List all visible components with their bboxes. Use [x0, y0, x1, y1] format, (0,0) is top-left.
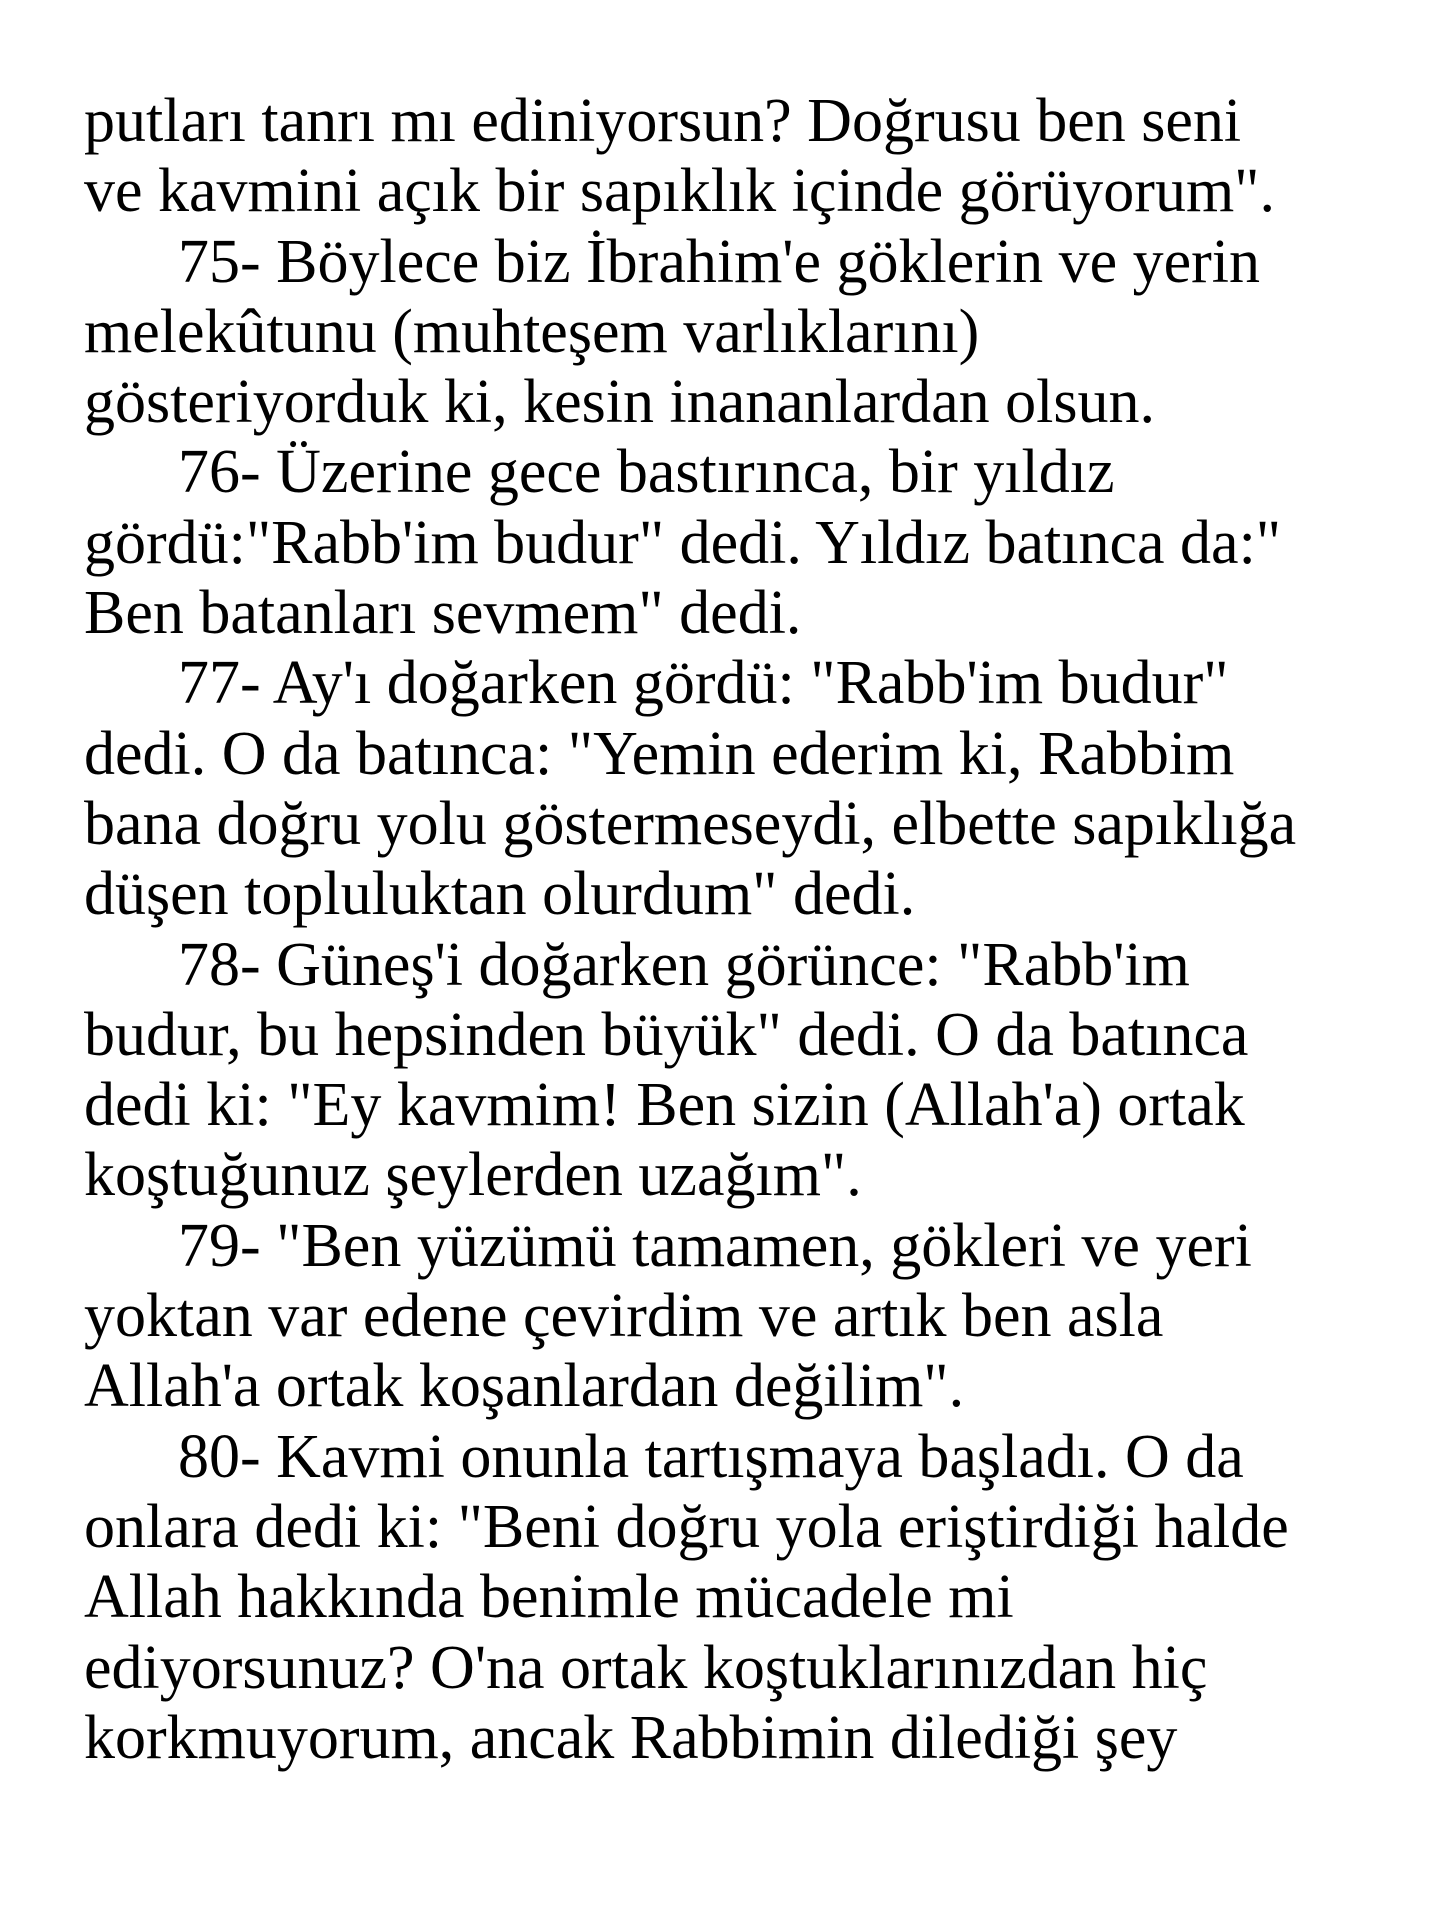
verse-start-line: 75- Böylece biz İbrahim'e göklerin ve yerin [178, 227, 1261, 296]
text-line: koştuğunuz şeylerden uzağım". [84, 1141, 862, 1210]
text-line: onlara dedi ki: "Beni doğru yola eriştirdiği halde [84, 1492, 1289, 1561]
text-line: yoktan var edene çevirdim ve artık ben asla [84, 1282, 1164, 1351]
verse-start-line: 78- Güneş'i doğarken görünce: "Rabb'im [178, 930, 1190, 999]
text-line: dedi. O da batınca: "Yemin ederim ki, Rabbim [84, 719, 1235, 788]
text-line: gördü:"Rabb'im budur" dedi. Yıldız batınca da:" [84, 508, 1282, 577]
text-line: Allah'a ortak koşanlardan değilim". [84, 1352, 965, 1421]
text-line: bana doğru yolu göstermeseydi, elbette sapıklığa [84, 789, 1297, 858]
text-line: ediyorsunuz? O'na ortak koştuklarınızdan hiç [84, 1633, 1208, 1702]
text-line: putları tanrı mı ediniyorsun? Doğrusu ben seni [84, 87, 1242, 155]
text-line: budur, bu hepsinden büyük" dedi. O da batınca [84, 1000, 1249, 1069]
text-line: melekûtunu (muhteşem varlıklarını) [84, 297, 980, 366]
text-line: düşen topluluktan olurdum" dedi. [84, 860, 916, 929]
text-line: dedi ki: "Ey kavmim! Ben sizin (Allah'a) ortak [84, 1071, 1245, 1140]
text-line: ve kavmini açık bir sapıklık içinde görüyorum". [84, 157, 1275, 226]
text-line: Ben batanları sevmem" dedi. [84, 579, 802, 648]
text-line: korkmuyorum, ancak Rabbimin dilediği şey [84, 1703, 1178, 1772]
body-text [84, 86, 1404, 1773]
verse-start-line: 80- Kavmi onunla tartışmaya başladı. O da [178, 1422, 1244, 1491]
text-line: gösteriyorduk ki, kesin inananlardan olsun. [84, 368, 1156, 437]
verse-start-line: 77- Ay'ı doğarken gördü: "Rabb'im budur" [178, 649, 1229, 718]
verse-start-line: 76- Üzerine gece bastırınca, bir yıldız [178, 438, 1115, 507]
verse-start-line: 79- "Ben yüzümü tamamen, gökleri ve yeri [178, 1211, 1252, 1280]
text-line: Allah hakkında benimle mücadele mi [84, 1563, 1014, 1632]
